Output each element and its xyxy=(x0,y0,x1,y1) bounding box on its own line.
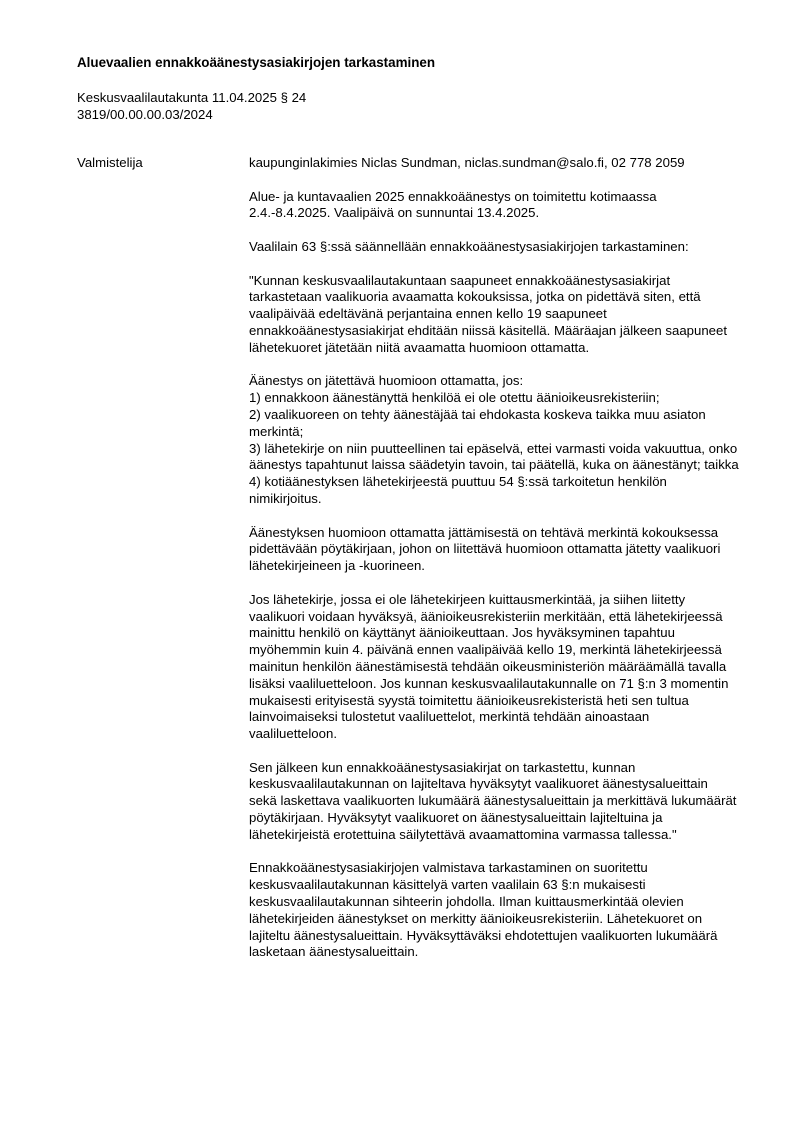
document-title: Aluevaalien ennakkoäänestysasiakirjojen tarkastaminen xyxy=(77,55,436,70)
document-body xyxy=(249,155,739,978)
rejection-criteria-list xyxy=(249,373,739,507)
meeting-meta xyxy=(77,90,306,124)
list-item: 2) vaalikuoreen on tehty äänestäjää tai ehdokasta koskeva taikka muu asiaton merkintä; xyxy=(249,406,706,439)
paragraph: Vaalilain 63 §:ssä säännellään ennakkoäänestysasiakirjojen tarkastaminen: xyxy=(249,238,689,254)
list-item: 1) ennakkoon äänestänyttä henkilöä ei ole otettu äänioikeusrekisteriin; xyxy=(249,390,660,406)
preparer-value: kaupunginlakimies Niclas Sundman, niclas.sundman@salo.fi, 02 778 2059 xyxy=(249,155,685,170)
list-intro: Äänestys on jätettävä huomioon ottamatta, jos: xyxy=(249,373,524,389)
paragraph: Jos lähetekirje, jossa ei ole lähetekirjeen kuittausmerkintää, ja siihen liitetty vaalikuori voidaan hyväksyä, äänioikeusrekisteriin merkitään, että lähetekirjeessä mainittu henkilö on käyttänyt äänioikeuttaan. Jos hyväksyminen tapahtuu myöhemmin kuin 4. päivänä ennen vaalipäivää kello 19, merkintä lähetekirjeessä mainitun henkilön äänestämisestä tehdään oikeusministeriön määräämällä tavalla lisäksi vaaliluetteloon. Jos kunnan keskusvaalilautakunnalle on 71 §:n 3 momentin mukaisesti erityisestä syystä toimitettu äänioikeusrekisteristä heti sen tultua lainvoimaiseksi tulostetut vaaliluettelot, merkintä tehdään ainoastaan vaaliluetteloon. xyxy=(249,591,729,742)
meeting-reference: Keskusvaalilautakunta 11.04.2025 § 24 xyxy=(77,90,307,105)
preparer-label: Valmistelija xyxy=(77,155,143,170)
paragraph: Alue- ja kuntavaalien 2025 ennakkoäänestys on toimitettu kotimaassa 2.4.-8.4.2025. Vaalipäivä on sunnuntai 13.4.2025. xyxy=(249,188,657,221)
case-number: 3819/00.00.00.03/2024 xyxy=(77,106,213,122)
paragraph: Äänestyksen huomioon ottamatta jättämisestä on tehtävä merkintä kokouksessa pidettävään pöytäkirjaan, johon on liitettävä huomioon ottamatta jätetty vaalikuori lähetekirjeineen ja -kuorineen. xyxy=(249,524,721,574)
paragraph: Sen jälkeen kun ennakkoäänestysasiakirjat on tarkastettu, kunnan keskusvaalilautakunnan on lajiteltava hyväksytyt vaalikuoret äänestysalueittain sekä laskettava vaalikuorten lukumäärä äänestysalueittain ja merkittävä lukumäärät pöytäkirjaan. Hyväksytyt vaalikuoret on äänestysalueittain lajiteltuina ja lähetekirjeistä erotettuina säilytettävä avaamattomina varmassa tallessa." xyxy=(249,759,737,842)
paragraph: Ennakkoäänestysasiakirjojen valmistava tarkastaminen on suoritettu keskusvaalilautakunnan käsittelyä varten vaalilain 63 §:n mukaisesti keskusvaalilautakunnan sihteerin johdolla. Ilman kuittausmerkintää olevien lähetekirjeiden äänestykset on merkitty äänioikeusrekisteriin. Lähetekuoret on lajiteltu äänestysalueittain. Hyväksyttäväksi ehdotettujen vaalikuorten lukumäärä lasketaan äänestysalueittain. xyxy=(249,860,718,960)
list-item: 3) lähetekirje on niin puutteellinen tai epäselvä, ettei varmasti voida vakuuttua, onko äänestys tapahtunut laissa säädetyin tavoin, tai päätellä, kuka on äänestänyt; taikka xyxy=(249,440,739,473)
paragraph: "Kunnan keskusvaalilautakuntaan saapuneet ennakkoäänestysasiakirjat tarkastetaan vaalikuoria avaamatta kokouksissa, jotka on pidettävä siten, että vaalipäivää edeltävänä perjantaina ennen kello 19 saapuneet ennakkoäänestysasiakirjat ehditään niissä käsitellä. Määräajan jälkeen saapuneet lähetekuoret jätetään niitä avaamatta huomioon ottamatta. xyxy=(249,272,727,355)
list-item: 4) kotiäänestyksen lähetekirjeestä puuttuu 54 §:ssä tarkoitetun henkilön nimikirjoitus. xyxy=(249,474,667,506)
